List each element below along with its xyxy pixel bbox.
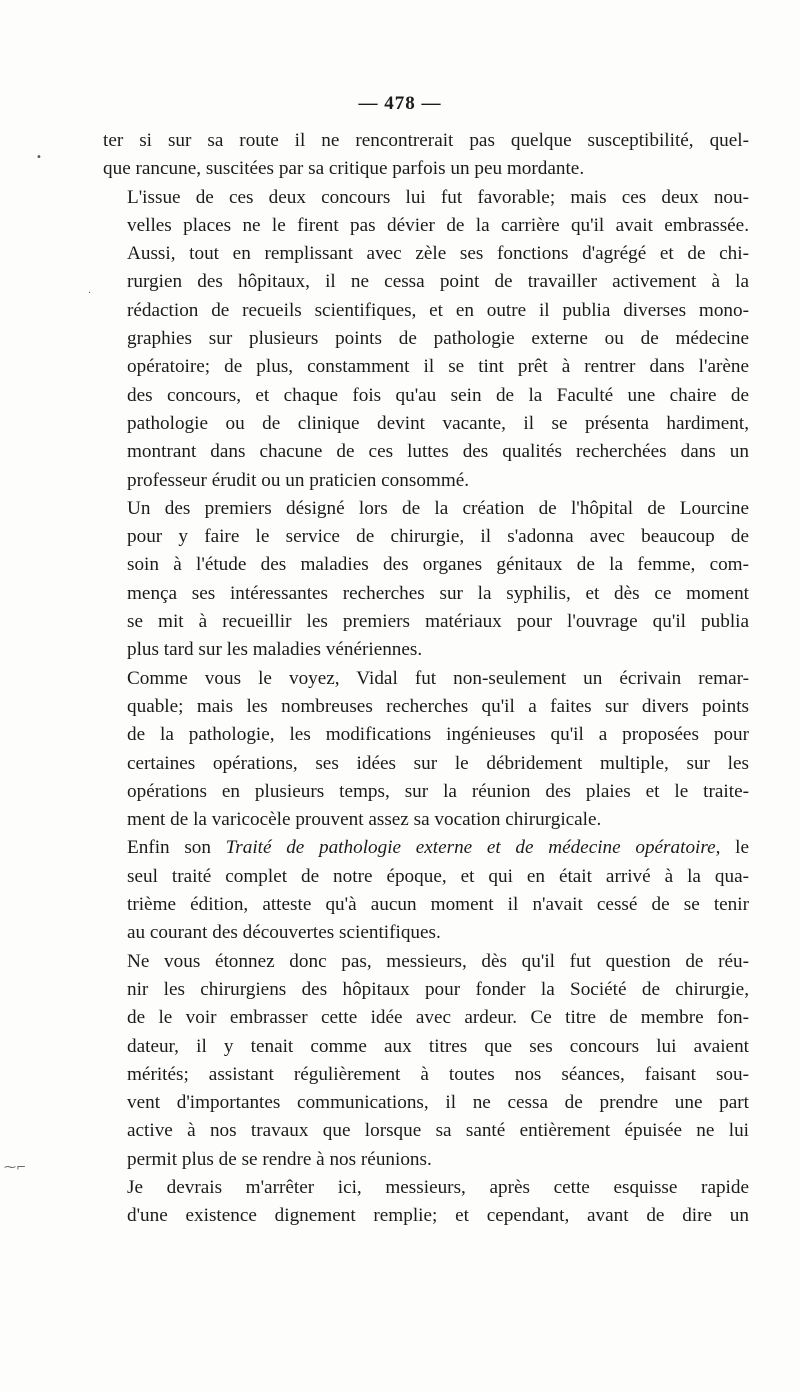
paragraph bbox=[103, 1174, 749, 1231]
text-line: trième édition, atteste qu'à aucun moment il n'avait cessé de se tenir bbox=[127, 894, 749, 916]
paragraph bbox=[103, 665, 749, 835]
text-segment: Enfin son bbox=[127, 837, 226, 859]
text-line: des concours, et chaque fois qu'au sein de la Faculté une chaire de bbox=[127, 384, 749, 406]
text-line: mérités; assistant régulièrement à toutes nos séances, faisant sou- bbox=[127, 1063, 749, 1085]
text-line: soin à l'étude des maladies des organes génitaux de la femme, com- bbox=[127, 554, 749, 576]
text-line: opérations en plusieurs temps, sur la réunion des plaies et le traite- bbox=[127, 780, 749, 802]
margin-scribble-mark: ⁓⌐ bbox=[4, 1160, 27, 1174]
paragraph bbox=[103, 948, 749, 1174]
paragraph bbox=[103, 834, 749, 947]
text-line: que rancune, suscitées par sa critique parfois un peu mordante. bbox=[103, 158, 585, 180]
text-line: mença ses intéressantes recherches sur la syphilis, et dès ce moment bbox=[127, 582, 749, 604]
text-line: de le voir embrasser cette idée avec ardeur. Ce titre de membre fon- bbox=[127, 1007, 749, 1029]
text-line: velles places ne le firent pas dévier de la carrière qu'il avait embrassée. bbox=[127, 214, 749, 236]
text-line: rurgien des hôpitaux, il ne cessa point de travailler activement à la bbox=[127, 271, 749, 293]
text-line: dateur, il y tenait comme aux titres que ses concours lui avaient bbox=[127, 1035, 749, 1057]
text-line: vent d'importantes communications, il ne cessa de prendre une part bbox=[127, 1092, 749, 1114]
text-line: Ne vous étonnez donc pas, messieurs, dès qu'il fut question de réu- bbox=[127, 950, 749, 972]
text-line: plus tard sur les maladies vénériennes. bbox=[127, 639, 423, 661]
text-line: permit plus de se rendre à nos réunions. bbox=[127, 1148, 432, 1170]
text-segment: , le bbox=[715, 837, 749, 859]
margin-dot-mark: . bbox=[88, 285, 92, 296]
paragraph bbox=[103, 127, 749, 184]
text-line: L'issue de ces deux concours lui fut favorable; mais ces deux nou- bbox=[127, 186, 749, 208]
text-line: montrant dans chacune de ces luttes des qualités recherchées dans un bbox=[127, 441, 749, 463]
book-title: Traité de pathologie externe et de médecine opératoire bbox=[225, 837, 716, 859]
text-line: se mit à recueillir les premiers matériaux pour l'ouvrage qu'il publia bbox=[127, 611, 749, 633]
text-line: opératoire; de plus, constamment il se tint prêt à rentrer dans l'arène bbox=[127, 356, 749, 378]
body-text bbox=[103, 127, 749, 1231]
text-line: ter si sur sa route il ne rencontrerait pas quelque susceptibilité, quel- bbox=[103, 130, 749, 151]
text-line: quable; mais les nombreuses recherches qu'il a faites sur divers points bbox=[127, 695, 749, 717]
text-line: Aussi, tout en remplissant avec zèle ses fonctions d'agrégé et de chi- bbox=[127, 243, 749, 265]
text-line: professeur érudit ou un praticien consommé. bbox=[127, 469, 470, 491]
text-line: active à nos travaux que lorsque sa santé entièrement épuisée ne lui bbox=[127, 1120, 749, 1142]
text-line: certaines opérations, ses idées sur le débridement multiple, sur les bbox=[127, 752, 749, 774]
paragraph bbox=[103, 495, 749, 665]
text-line: graphies sur plusieurs points de pathologie externe ou de médecine bbox=[127, 328, 749, 350]
text-line: Je devrais m'arrêter ici, messieurs, après cette esquisse rapide bbox=[127, 1176, 749, 1198]
text-line: au courant des découvertes scientifiques. bbox=[127, 922, 441, 944]
page-number: — 478 — bbox=[358, 93, 442, 114]
text-line: rédaction de recueils scientifiques, et en outre il publia diverses mono- bbox=[127, 299, 749, 321]
text-line: ment de la varicocèle prouvent assez sa vocation chirurgicale. bbox=[127, 809, 602, 831]
text-line: pathologie ou de clinique devint vacante, il se présenta hardiment, bbox=[127, 412, 749, 434]
text-line-with-title bbox=[103, 834, 749, 862]
text-line: de la pathologie, les modifications ingénieuses qu'il a proposées pour bbox=[127, 724, 749, 746]
text-line: nir les chirurgiens des hôpitaux pour fonder la Société de chirurgie, bbox=[127, 978, 749, 1000]
text-line: seul traité complet de notre époque, et qui en était arrivé à la qua- bbox=[127, 865, 749, 887]
margin-dot-mark: • bbox=[36, 152, 42, 163]
text-line: pour y faire le service de chirurgie, il s'adonna avec beaucoup de bbox=[127, 526, 749, 548]
text-line: d'une existence dignement remplie; et cependant, avant de dire un bbox=[127, 1205, 749, 1227]
paragraph bbox=[103, 184, 749, 495]
text-line: Un des premiers désigné lors de la création de l'hôpital de Lourcine bbox=[127, 497, 749, 519]
text-line: Comme vous le voyez, Vidal fut non-seulement un écrivain remar- bbox=[127, 667, 749, 689]
